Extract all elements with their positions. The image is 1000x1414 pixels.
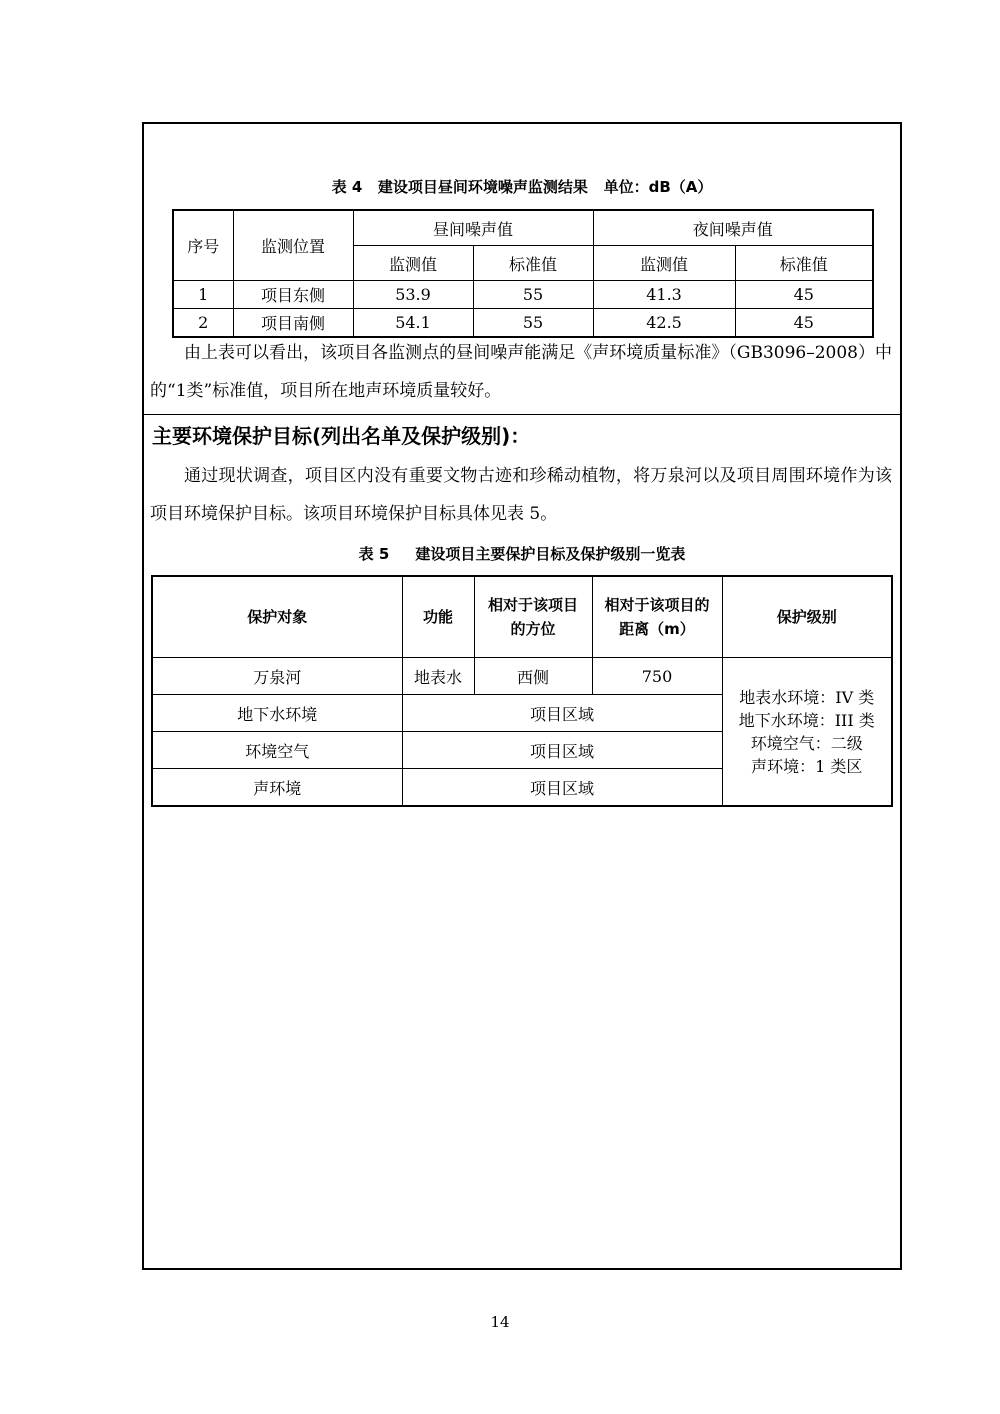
header-distance: 相对于该项目的距离（m） xyxy=(592,576,722,658)
cell-day-measured: 53.9 xyxy=(353,281,473,309)
cell-area: 项目区域 xyxy=(402,769,722,807)
header-level: 保护级别 xyxy=(722,576,892,658)
cell-night-measured: 42.5 xyxy=(593,309,735,338)
header-night-standard: 标准值 xyxy=(735,246,873,281)
page-number: 14 xyxy=(490,1313,510,1331)
cell-night-standard: 45 xyxy=(735,309,873,338)
table5-caption: 表 5 建设项目主要保护目标及保护级别一览表 xyxy=(358,545,686,563)
header-night-measured: 监测值 xyxy=(593,246,735,281)
section-divider xyxy=(142,414,902,415)
paragraph-noise-conclusion: 由上表可以看出，该项目各监测点的昼间噪声能满足《声环境质量标准》（GB3096–2008）中的“1类”标准值，项目所在地声环境质量较好。 xyxy=(150,343,892,401)
cell-night-standard: 45 xyxy=(735,281,873,309)
header-night: 夜间噪声值 xyxy=(593,210,873,246)
header-location: 监测位置 xyxy=(233,210,353,281)
cell-distance: 750 xyxy=(592,658,722,695)
level-surface-water: 地表水环境：IV 类 xyxy=(739,687,875,707)
cell-protection-levels xyxy=(722,658,892,807)
cell-day-standard: 55 xyxy=(473,309,593,338)
cell-location: 项目南侧 xyxy=(233,309,353,338)
header-seq: 序号 xyxy=(173,210,233,281)
section-heading: 主要环境保护目标(列出名单及保护级别)： xyxy=(152,424,531,448)
cell-object: 环境空气 xyxy=(152,732,402,769)
cell-object: 地下水环境 xyxy=(152,695,402,732)
cell-location: 项目东侧 xyxy=(233,281,353,309)
paragraph-protection-targets: 通过现状调查，项目区内没有重要文物古迹和珍稀动植物，将万泉河以及项目周围环境作为该项目环境保护目标。该项目环境保护目标具体见表 5。 xyxy=(150,466,892,524)
cell-direction: 西侧 xyxy=(474,658,592,695)
table4-noise-monitoring xyxy=(172,209,874,338)
level-acoustic: 声环境：1 类区 xyxy=(751,756,863,776)
header-day-measured: 监测值 xyxy=(353,246,473,281)
cell-day-measured: 54.1 xyxy=(353,309,473,338)
table4-caption: 表 4 建设项目昼间环境噪声监测结果 单位：dB（A） xyxy=(331,178,713,196)
header-function: 功能 xyxy=(402,576,474,658)
table-row xyxy=(152,658,892,695)
cell-object: 万泉河 xyxy=(152,658,402,695)
cell-seq: 1 xyxy=(173,281,233,309)
cell-area: 项目区域 xyxy=(402,695,722,732)
cell-area: 项目区域 xyxy=(402,732,722,769)
header-direction: 相对于该项目的方位 xyxy=(474,576,592,658)
table-row xyxy=(173,309,873,338)
header-day-standard: 标准值 xyxy=(473,246,593,281)
cell-night-measured: 41.3 xyxy=(593,281,735,309)
cell-day-standard: 55 xyxy=(473,281,593,309)
cell-function: 地表水 xyxy=(402,658,474,695)
table5-protection-targets xyxy=(151,575,893,807)
header-object: 保护对象 xyxy=(152,576,402,658)
header-day: 昼间噪声值 xyxy=(353,210,593,246)
cell-object: 声环境 xyxy=(152,769,402,807)
level-air: 环境空气：二级 xyxy=(750,733,863,753)
table-row xyxy=(173,281,873,309)
level-groundwater: 地下水环境：III 类 xyxy=(738,710,875,730)
cell-seq: 2 xyxy=(173,309,233,338)
